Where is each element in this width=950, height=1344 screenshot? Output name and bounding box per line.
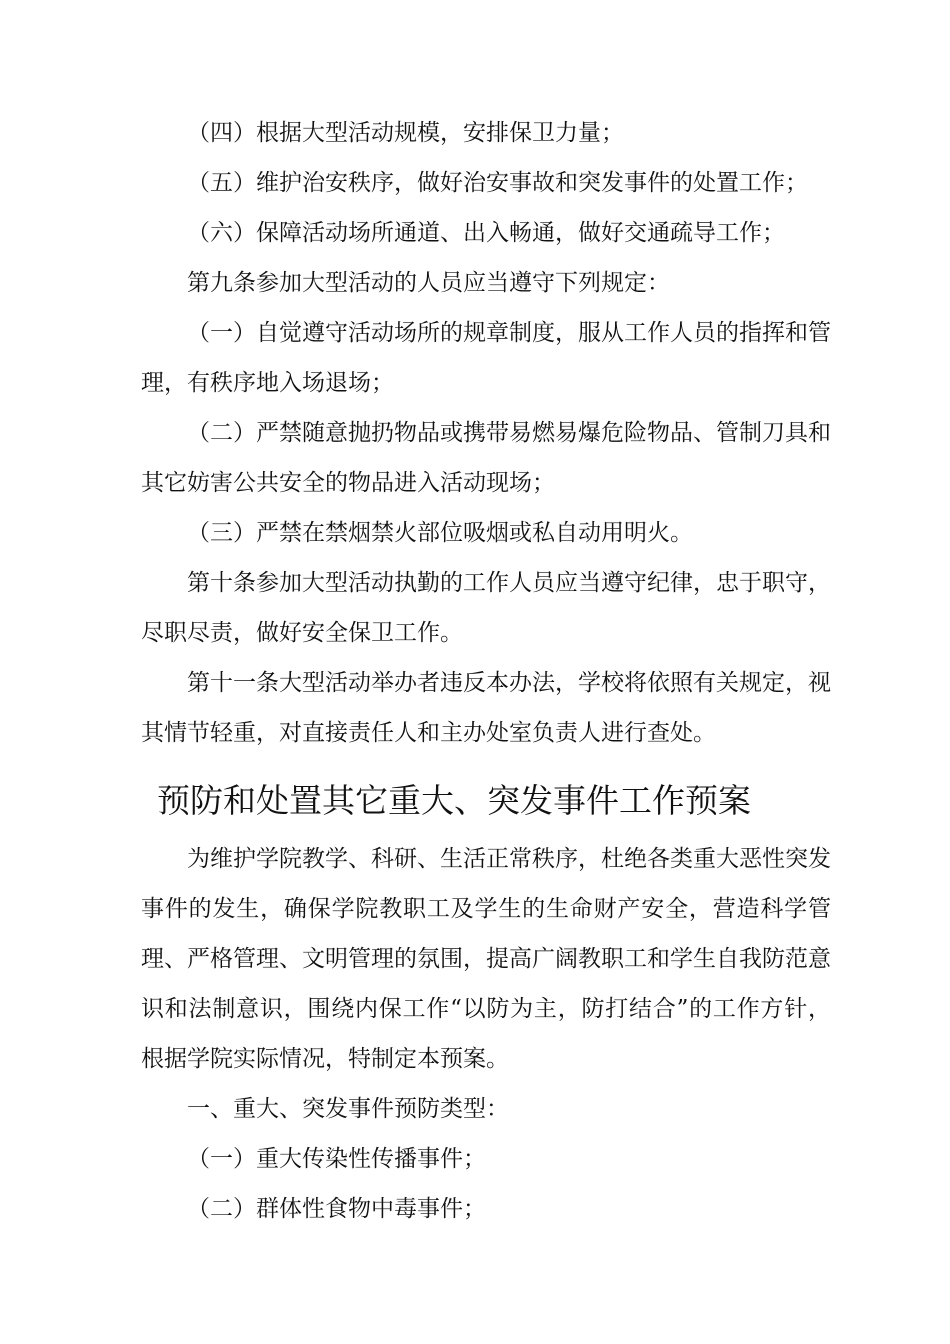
section-title: 预防和处置其它重大、突发事件工作预案 (157, 781, 751, 820)
article-9-item-3: （三）严禁在禁烟禁火部位吸烟或私自动用明火。 (187, 520, 693, 546)
intro-paragraph: 为维护学院教学、科研、生活正常秩序，杜绝各类重大恶性突发事件的发生，确保学院教职工及学生的生命财产安全，营造科学管理、严格管理、文明管理的氛围，提高广阔教职工和学生自我防范意识和法制意识，围绕内保工作“以防为主，防打结合”的工作方针，根据学院实际情况，特制定本预案。 (141, 846, 831, 1072)
type-item-2: （二）群体性食物中毒事件； (187, 1196, 486, 1222)
article-10: 第十条参加大型活动执勤的工作人员应当遵守纪律，忠于职守，尽职尽责，做好安全保卫工作。 (141, 570, 831, 646)
paragraph-item-6: （六）保障活动场所通道、出入畅通，做好交通疏导工作； (187, 220, 785, 246)
article-9: 第九条参加大型活动的人员应当遵守下列规定： (187, 270, 670, 296)
paragraph-item-5: （五）维护治安秩序，做好治安事故和突发事件的处置工作； (187, 170, 808, 196)
article-9-item-1: （一）自觉遵守活动场所的规章制度，服从工作人员的指挥和管理，有秩序地入场退场； (141, 320, 831, 396)
article-11: 第十一条大型活动举办者违反本办法，学校将依照有关规定，视其情节轻重，对直接责任人和主办处室负责人进行查处。 (141, 670, 831, 746)
type-item-1: （一）重大传染性传播事件； (187, 1146, 486, 1172)
article-9-item-2: （二）严禁随意抛扔物品或携带易燃易爆危险物品、管制刀具和其它妨害公共安全的物品进入活动现场； (141, 420, 831, 496)
document-body (141, 108, 831, 1234)
section-heading-1: 一、重大、突发事件预防类型： (187, 1096, 509, 1122)
paragraph-item-4: （四）根据大型活动规模，安排保卫力量； (187, 120, 624, 146)
